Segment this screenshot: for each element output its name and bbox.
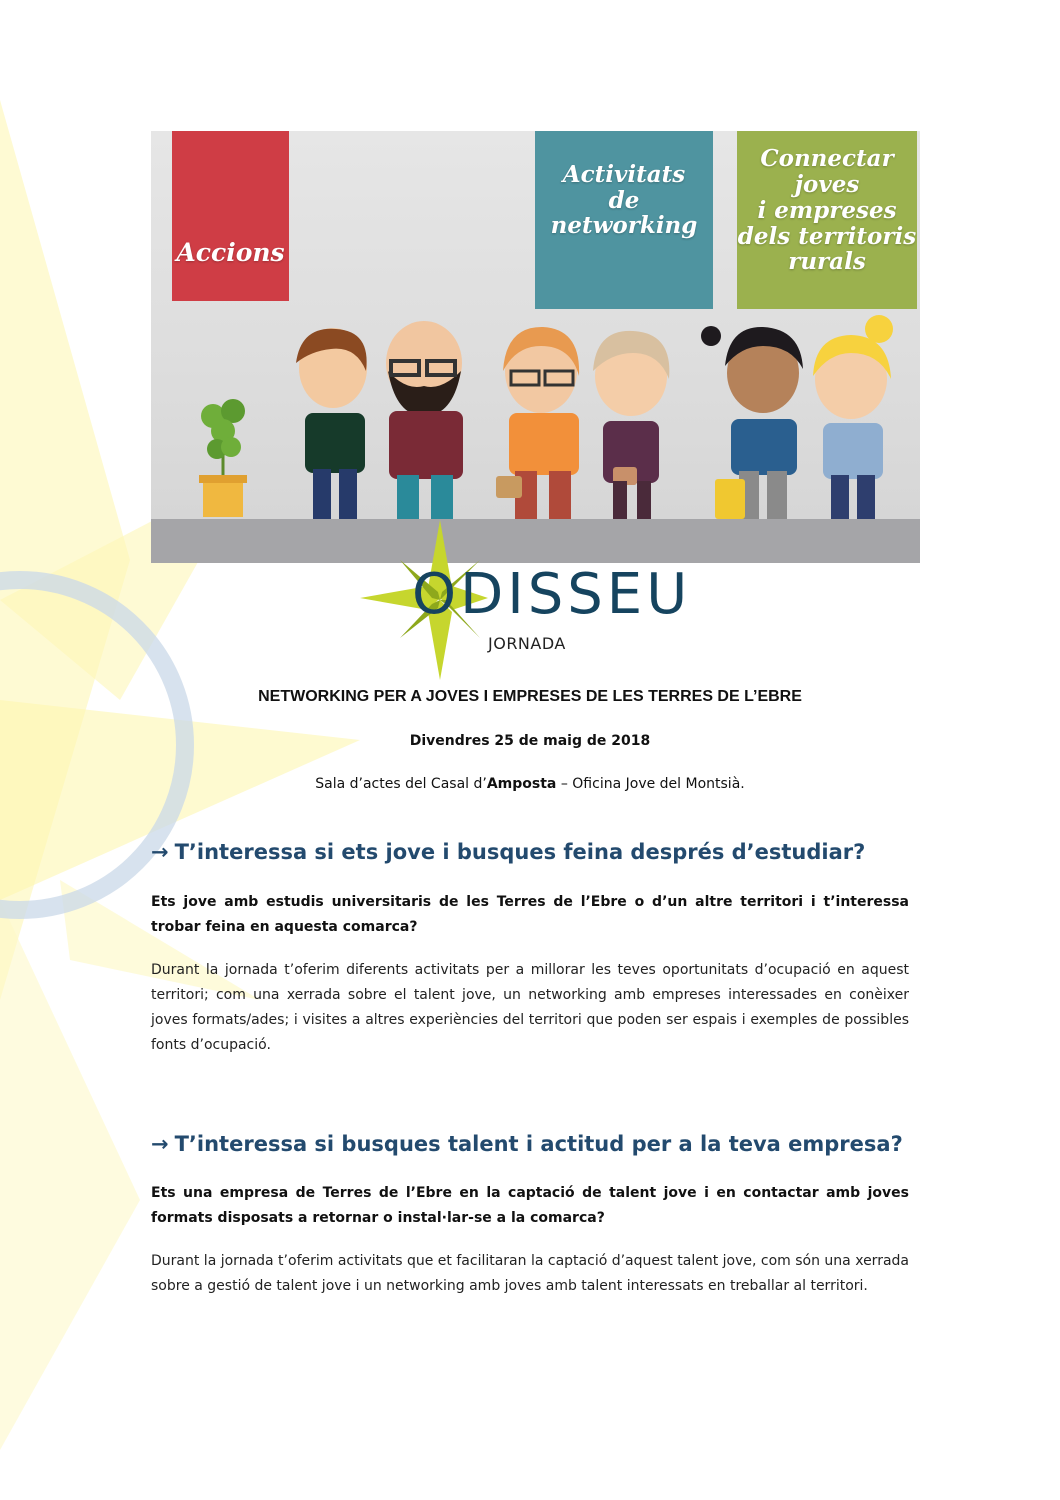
section-lead-empreses: Ets una empresa de Terres de l’Ebre en la captació de talent jove i en contactar amb joves formats disposats a retornar o instal·lar-se a la comarca? [151,1185,909,1226]
plant-icon [199,399,247,517]
event-date: Divendres 25 de maig de 2018 [409,733,651,749]
flag-networking: Activitats de networking [535,131,713,309]
arrow-right-icon: → [151,840,169,864]
logo-odisseu: ODISSEU [412,562,692,627]
flag-acciones: Accions [172,131,289,301]
section-body-empreses: Durant la jornada t’oferim activitats que et facilitaran la captació d’aquest talent jove, com són una xerrada sobre a gestió de talent jove i un networking amb joves amb talent interessats en treballar al territori. [151,1253,909,1294]
event-place: Sala d’actes del Casal d’Amposta – Oficina Jove del Montsià. [315,776,745,792]
event-title: NETWORKING PER A JOVES I EMPRESES DE LES TERRES DE L’EBRE [258,688,802,705]
section-lead-joves: Ets jove amb estudis universitaris de les Terres de l’Ebre o d’un altre territori i t’interessa trobar feina en aquesta comarca? [151,894,909,935]
flag-connectar: Connectar joves i empreses dels territoris rurals [737,131,917,309]
banner-illustration [151,131,920,563]
section-body-joves: Durant la jornada t’oferim diferents activitats per a millorar les teves oportunitats d’ocupació en aquest territori; com una xerrada sobre el talent jove, un networking amb empreses interessades en conèixer joves formats/ades; i visites a altres experiències del territori que poden ser espais i exemples de possibles fonts d’ocupació. [151,962,909,1053]
arrow-right-icon: → [151,1132,169,1156]
logo-subtitle: JORNADA [488,634,566,653]
section-heading-joves: → T’interessa si ets jove i busques feina després d’estudiar? [151,840,866,864]
section-heading-empreses: → T’interessa si busques talent i actitud per a la teva empresa? [151,1132,903,1156]
